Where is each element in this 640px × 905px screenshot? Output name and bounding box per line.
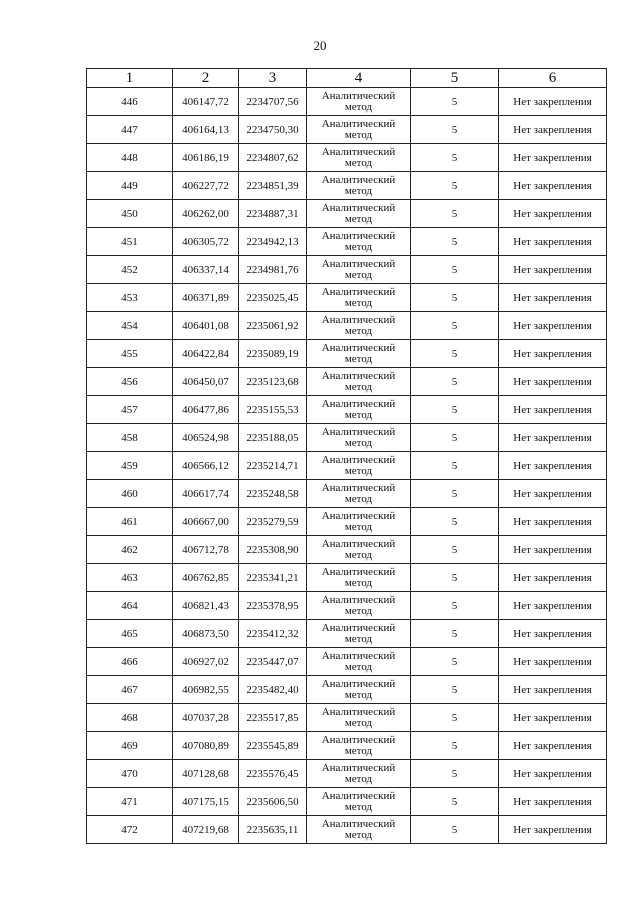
- method-cell: [307, 508, 411, 536]
- method-line-1: Аналитический: [321, 593, 396, 606]
- method-line-1: Аналитический: [321, 565, 396, 578]
- fixation-cell: Нет закрепления: [499, 256, 607, 284]
- column-header-2: 2: [173, 69, 239, 88]
- fixation-cell: Нет закрепления: [499, 88, 607, 116]
- fixation-cell: Нет закрепления: [499, 620, 607, 648]
- fixation-cell: Нет закрепления: [499, 200, 607, 228]
- method-line-2: метод: [344, 828, 373, 841]
- point-number-cell: 468: [87, 704, 173, 732]
- method-line-1: Аналитический: [321, 481, 396, 494]
- accuracy-cell: 5: [411, 116, 499, 144]
- y-coordinate-cell: 2234707,56: [239, 88, 307, 116]
- y-coordinate-cell: 2235089,19: [239, 340, 307, 368]
- x-coordinate-cell: 406821,43: [173, 592, 239, 620]
- method-line-1: Аналитический: [321, 621, 396, 634]
- method-line-1: Аналитический: [321, 117, 396, 130]
- y-coordinate-cell: 2235341,21: [239, 564, 307, 592]
- y-coordinate-cell: 2235248,58: [239, 480, 307, 508]
- point-number-cell: 453: [87, 284, 173, 312]
- method-cell: [307, 396, 411, 424]
- y-coordinate-cell: 2234807,62: [239, 144, 307, 172]
- method-cell: [307, 452, 411, 480]
- method-cell: [307, 480, 411, 508]
- x-coordinate-cell: 406164,13: [173, 116, 239, 144]
- y-coordinate-cell: 2235188,05: [239, 424, 307, 452]
- accuracy-cell: 5: [411, 284, 499, 312]
- method-line-2: метод: [344, 492, 373, 505]
- y-coordinate-cell: 2235576,45: [239, 760, 307, 788]
- x-coordinate-cell: 407219,68: [173, 816, 239, 844]
- method-line-1: Аналитический: [321, 397, 396, 410]
- table-row: [87, 620, 607, 648]
- method-cell: [307, 788, 411, 816]
- point-number-cell: 461: [87, 508, 173, 536]
- y-coordinate-cell: 2235214,71: [239, 452, 307, 480]
- accuracy-cell: 5: [411, 564, 499, 592]
- table-row: [87, 312, 607, 340]
- point-number-cell: 452: [87, 256, 173, 284]
- method-line-1: Аналитический: [321, 453, 396, 466]
- fixation-cell: Нет закрепления: [499, 368, 607, 396]
- accuracy-cell: 5: [411, 452, 499, 480]
- method-cell: [307, 592, 411, 620]
- method-line-1: Аналитический: [321, 173, 396, 186]
- coordinates-table: [86, 68, 607, 844]
- x-coordinate-cell: 406712,78: [173, 536, 239, 564]
- table-row: [87, 732, 607, 760]
- accuracy-cell: 5: [411, 480, 499, 508]
- fixation-cell: Нет закрепления: [499, 480, 607, 508]
- table-row: [87, 396, 607, 424]
- accuracy-cell: 5: [411, 256, 499, 284]
- fixation-cell: Нет закрепления: [499, 144, 607, 172]
- x-coordinate-cell: 406873,50: [173, 620, 239, 648]
- method-line-1: Аналитический: [321, 509, 396, 522]
- table-row: [87, 340, 607, 368]
- method-line-1: Аналитический: [321, 285, 396, 298]
- method-line-2: метод: [344, 352, 373, 365]
- fixation-cell: Нет закрепления: [499, 340, 607, 368]
- method-line-2: метод: [344, 436, 373, 449]
- method-line-1: Аналитический: [321, 537, 396, 550]
- point-number-cell: 462: [87, 536, 173, 564]
- accuracy-cell: 5: [411, 508, 499, 536]
- table-row: [87, 88, 607, 116]
- table-row: [87, 144, 607, 172]
- x-coordinate-cell: 406186,19: [173, 144, 239, 172]
- x-coordinate-cell: 406147,72: [173, 88, 239, 116]
- point-number-cell: 449: [87, 172, 173, 200]
- point-number-cell: 446: [87, 88, 173, 116]
- table-row: [87, 256, 607, 284]
- point-number-cell: 451: [87, 228, 173, 256]
- fixation-cell: Нет закрепления: [499, 508, 607, 536]
- method-cell: [307, 704, 411, 732]
- method-cell: [307, 284, 411, 312]
- method-line-1: Аналитический: [321, 201, 396, 214]
- x-coordinate-cell: 406667,00: [173, 508, 239, 536]
- method-line-1: Аналитический: [321, 761, 396, 774]
- x-coordinate-cell: 406371,89: [173, 284, 239, 312]
- x-coordinate-cell: 406566,12: [173, 452, 239, 480]
- y-coordinate-cell: 2235517,85: [239, 704, 307, 732]
- point-number-cell: 467: [87, 676, 173, 704]
- accuracy-cell: 5: [411, 648, 499, 676]
- point-number-cell: 447: [87, 116, 173, 144]
- y-coordinate-cell: 2234942,13: [239, 228, 307, 256]
- point-number-cell: 457: [87, 396, 173, 424]
- x-coordinate-cell: 406617,74: [173, 480, 239, 508]
- x-coordinate-cell: 407080,89: [173, 732, 239, 760]
- method-line-2: метод: [344, 772, 373, 785]
- column-header-1: 1: [87, 69, 173, 88]
- x-coordinate-cell: 406982,55: [173, 676, 239, 704]
- point-number-cell: 472: [87, 816, 173, 844]
- method-line-1: Аналитический: [321, 425, 396, 438]
- method-line-2: метод: [344, 576, 373, 589]
- accuracy-cell: 5: [411, 368, 499, 396]
- point-number-cell: 460: [87, 480, 173, 508]
- y-coordinate-cell: 2234981,76: [239, 256, 307, 284]
- fixation-cell: Нет закрепления: [499, 116, 607, 144]
- fixation-cell: Нет закрепления: [499, 396, 607, 424]
- accuracy-cell: 5: [411, 816, 499, 844]
- x-coordinate-cell: 406927,02: [173, 648, 239, 676]
- x-coordinate-cell: 406477,86: [173, 396, 239, 424]
- method-cell: [307, 172, 411, 200]
- fixation-cell: Нет закрепления: [499, 816, 607, 844]
- method-line-2: метод: [344, 660, 373, 673]
- fixation-cell: Нет закрепления: [499, 172, 607, 200]
- x-coordinate-cell: 406262,00: [173, 200, 239, 228]
- fixation-cell: Нет закрепления: [499, 564, 607, 592]
- method-cell: [307, 816, 411, 844]
- point-number-cell: 465: [87, 620, 173, 648]
- accuracy-cell: 5: [411, 88, 499, 116]
- point-number-cell: 470: [87, 760, 173, 788]
- method-line-2: метод: [344, 296, 373, 309]
- accuracy-cell: 5: [411, 312, 499, 340]
- method-line-2: метод: [344, 604, 373, 617]
- accuracy-cell: 5: [411, 200, 499, 228]
- accuracy-cell: 5: [411, 788, 499, 816]
- accuracy-cell: 5: [411, 676, 499, 704]
- x-coordinate-cell: 406762,85: [173, 564, 239, 592]
- accuracy-cell: 5: [411, 228, 499, 256]
- accuracy-cell: 5: [411, 704, 499, 732]
- point-number-cell: 459: [87, 452, 173, 480]
- column-header-4: 4: [307, 69, 411, 88]
- method-line-2: метод: [344, 464, 373, 477]
- point-number-cell: 458: [87, 424, 173, 452]
- method-cell: [307, 200, 411, 228]
- point-number-cell: 463: [87, 564, 173, 592]
- y-coordinate-cell: 2235061,92: [239, 312, 307, 340]
- method-line-2: метод: [344, 268, 373, 281]
- column-header-5: 5: [411, 69, 499, 88]
- method-line-1: Аналитический: [321, 145, 396, 158]
- method-cell: [307, 732, 411, 760]
- method-cell: [307, 368, 411, 396]
- y-coordinate-cell: 2234750,30: [239, 116, 307, 144]
- accuracy-cell: 5: [411, 172, 499, 200]
- y-coordinate-cell: 2235123,68: [239, 368, 307, 396]
- method-cell: [307, 676, 411, 704]
- accuracy-cell: 5: [411, 144, 499, 172]
- method-cell: [307, 340, 411, 368]
- method-line-2: метод: [344, 212, 373, 225]
- method-cell: [307, 648, 411, 676]
- method-cell: [307, 144, 411, 172]
- y-coordinate-cell: 2235279,59: [239, 508, 307, 536]
- y-coordinate-cell: 2235447,07: [239, 648, 307, 676]
- fixation-cell: Нет закрепления: [499, 592, 607, 620]
- method-cell: [307, 116, 411, 144]
- table-row: [87, 788, 607, 816]
- x-coordinate-cell: 406305,72: [173, 228, 239, 256]
- header-row: [87, 69, 607, 88]
- table-header: [87, 69, 607, 88]
- table-row: [87, 368, 607, 396]
- method-cell: [307, 536, 411, 564]
- y-coordinate-cell: 2235308,90: [239, 536, 307, 564]
- x-coordinate-cell: 406524,98: [173, 424, 239, 452]
- point-number-cell: 450: [87, 200, 173, 228]
- table-row: [87, 704, 607, 732]
- point-number-cell: 456: [87, 368, 173, 396]
- x-coordinate-cell: 406401,08: [173, 312, 239, 340]
- method-line-1: Аналитический: [321, 817, 396, 830]
- accuracy-cell: 5: [411, 592, 499, 620]
- method-line-2: метод: [344, 184, 373, 197]
- method-cell: [307, 620, 411, 648]
- table-row: [87, 424, 607, 452]
- y-coordinate-cell: 2234887,31: [239, 200, 307, 228]
- method-cell: [307, 564, 411, 592]
- method-line-2: метод: [344, 800, 373, 813]
- point-number-cell: 471: [87, 788, 173, 816]
- x-coordinate-cell: 407128,68: [173, 760, 239, 788]
- method-line-1: Аналитический: [321, 257, 396, 270]
- method-line-1: Аналитический: [321, 313, 396, 326]
- table-row: [87, 648, 607, 676]
- x-coordinate-cell: 406337,14: [173, 256, 239, 284]
- point-number-cell: 448: [87, 144, 173, 172]
- method-line-2: метод: [344, 632, 373, 645]
- fixation-cell: Нет закрепления: [499, 284, 607, 312]
- x-coordinate-cell: 406450,07: [173, 368, 239, 396]
- method-line-2: метод: [344, 688, 373, 701]
- method-line-1: Аналитический: [321, 677, 396, 690]
- table-row: [87, 452, 607, 480]
- fixation-cell: Нет закрепления: [499, 704, 607, 732]
- method-line-2: метод: [344, 324, 373, 337]
- method-line-1: Аналитический: [321, 789, 396, 802]
- fixation-cell: Нет закрепления: [499, 648, 607, 676]
- table-row: [87, 676, 607, 704]
- x-coordinate-cell: 407175,15: [173, 788, 239, 816]
- y-coordinate-cell: 2235155,53: [239, 396, 307, 424]
- accuracy-cell: 5: [411, 620, 499, 648]
- method-line-2: метод: [344, 548, 373, 561]
- table-row: [87, 508, 607, 536]
- fixation-cell: Нет закрепления: [499, 676, 607, 704]
- y-coordinate-cell: 2235606,50: [239, 788, 307, 816]
- method-line-1: Аналитический: [321, 369, 396, 382]
- fixation-cell: Нет закрепления: [499, 228, 607, 256]
- y-coordinate-cell: 2235025,45: [239, 284, 307, 312]
- accuracy-cell: 5: [411, 424, 499, 452]
- accuracy-cell: 5: [411, 732, 499, 760]
- method-cell: [307, 256, 411, 284]
- column-header-3: 3: [239, 69, 307, 88]
- method-cell: [307, 312, 411, 340]
- method-line-2: метод: [344, 156, 373, 169]
- point-number-cell: 464: [87, 592, 173, 620]
- table-row: [87, 592, 607, 620]
- table-row: [87, 760, 607, 788]
- method-line-2: метод: [344, 716, 373, 729]
- accuracy-cell: 5: [411, 760, 499, 788]
- table-row: [87, 816, 607, 844]
- accuracy-cell: 5: [411, 536, 499, 564]
- accuracy-cell: 5: [411, 340, 499, 368]
- method-line-1: Аналитический: [321, 89, 396, 102]
- y-coordinate-cell: 2234851,39: [239, 172, 307, 200]
- y-coordinate-cell: 2235412,32: [239, 620, 307, 648]
- method-cell: [307, 760, 411, 788]
- table-body: [87, 88, 607, 844]
- method-cell: [307, 228, 411, 256]
- page-number: 20: [313, 38, 327, 53]
- accuracy-cell: 5: [411, 396, 499, 424]
- method-cell: [307, 424, 411, 452]
- point-number-cell: 466: [87, 648, 173, 676]
- method-line-1: Аналитический: [321, 733, 396, 746]
- y-coordinate-cell: 2235482,40: [239, 676, 307, 704]
- table-row: [87, 172, 607, 200]
- method-line-2: метод: [344, 744, 373, 757]
- table-row: [87, 480, 607, 508]
- fixation-cell: Нет закрепления: [499, 312, 607, 340]
- fixation-cell: Нет закрепления: [499, 424, 607, 452]
- fixation-cell: Нет закрепления: [499, 760, 607, 788]
- fixation-cell: Нет закрепления: [499, 732, 607, 760]
- method-line-2: метод: [344, 128, 373, 141]
- point-number-cell: 469: [87, 732, 173, 760]
- method-line-1: Аналитический: [321, 229, 396, 242]
- x-coordinate-cell: 407037,28: [173, 704, 239, 732]
- y-coordinate-cell: 2235545,89: [239, 732, 307, 760]
- method-line-2: метод: [344, 380, 373, 393]
- table-row: [87, 564, 607, 592]
- table-row: [87, 116, 607, 144]
- method-line-1: Аналитический: [321, 649, 396, 662]
- method-line-2: метод: [344, 520, 373, 533]
- fixation-cell: Нет закрепления: [499, 788, 607, 816]
- method-cell: [307, 88, 411, 116]
- table-row: [87, 200, 607, 228]
- method-line-2: метод: [344, 408, 373, 421]
- x-coordinate-cell: 406227,72: [173, 172, 239, 200]
- method-line-1: Аналитический: [321, 341, 396, 354]
- table-row: [87, 536, 607, 564]
- method-line-2: метод: [344, 240, 373, 253]
- fixation-cell: Нет закрепления: [499, 452, 607, 480]
- y-coordinate-cell: 2235378,95: [239, 592, 307, 620]
- point-number-cell: 454: [87, 312, 173, 340]
- y-coordinate-cell: 2235635,11: [239, 816, 307, 844]
- method-line-1: Аналитический: [321, 705, 396, 718]
- fixation-cell: Нет закрепления: [499, 536, 607, 564]
- column-header-6: 6: [499, 69, 607, 88]
- method-line-2: метод: [344, 100, 373, 113]
- x-coordinate-cell: 406422,84: [173, 340, 239, 368]
- table-row: [87, 284, 607, 312]
- table-row: [87, 228, 607, 256]
- point-number-cell: 455: [87, 340, 173, 368]
